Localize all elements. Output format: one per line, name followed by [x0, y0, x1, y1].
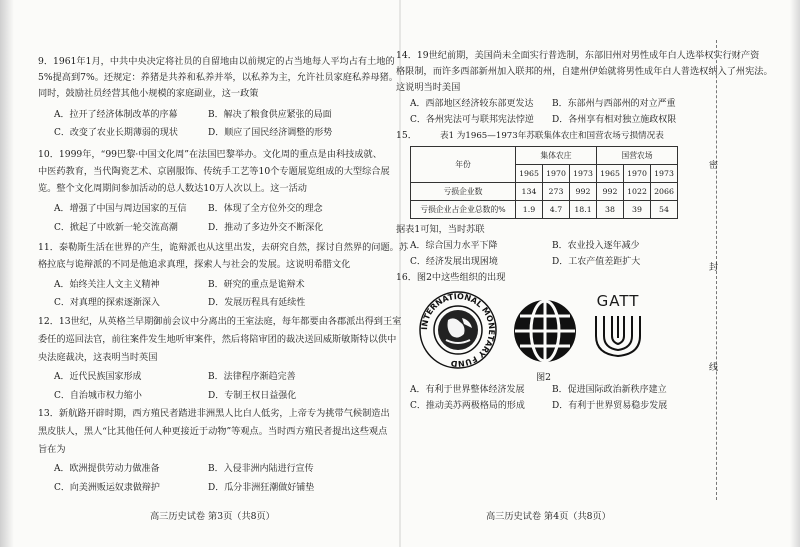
q10-option-a[interactable]: A．增强了中国与周边国家的互信	[54, 204, 187, 214]
q12-option-b[interactable]: B．法律程序渐趋完善	[208, 372, 296, 382]
q10-option-b[interactable]: B．体现了全方位外交的理念	[208, 204, 323, 214]
q10-line: 览。整个文化周期间参加活动的总人数达10万人次以上。这一活动	[38, 183, 307, 194]
q15-stem: 据表1可知，当时苏联	[396, 224, 485, 235]
q12-option-a[interactable]: A．近代民族国家形成	[54, 372, 142, 382]
q11-option-b[interactable]: B．研究的重点是诡辩术	[208, 280, 305, 290]
table-year: 1970	[624, 165, 651, 183]
world-bank-logo	[512, 298, 578, 364]
table-group-header: 集体农庄	[516, 147, 597, 165]
q13-line: 13．新航路开辟时期，西方殖民者踏进非洲黑人比白人低劣，上帝专为挑带气候制造出	[38, 408, 390, 419]
row-label: 亏损企业数	[411, 183, 516, 201]
table-cell: 992	[597, 183, 624, 201]
table-cell: 18.1	[570, 201, 597, 219]
q11-option-c[interactable]: C．对真理的探索逐渐深入	[54, 298, 160, 308]
table-year: 1965	[516, 165, 543, 183]
q9-line: 5%提高到7%。还规定：养猪是共养和私养并举，以私养为主，允许社员家庭私养母猪。	[38, 72, 398, 83]
table-cell: 2066	[651, 183, 678, 201]
page-edge-shadow	[790, 0, 800, 547]
page-footer: 高三历史试卷 第4页（共8页）	[486, 511, 611, 522]
seal-mark: 密	[707, 160, 717, 169]
table-year: 1970	[543, 165, 570, 183]
q12-line: 央法庭裁决，这表明当时英国	[38, 352, 158, 363]
q14-line: 这说明当时美国	[396, 82, 461, 93]
table-row	[411, 183, 678, 201]
q13-option-c[interactable]: C．向美洲贩运奴隶做辩护	[54, 483, 160, 493]
q16-stem: 16．图2中这些组织的出现	[396, 272, 506, 283]
q9-option-c[interactable]: C．改变了农业长期薄弱的现状	[54, 128, 178, 138]
q16-option-c[interactable]: C．推动美苏两极格局的形成	[410, 401, 525, 411]
q14-option-c[interactable]: C．各州宪法可与联邦宪法悖逆	[410, 115, 534, 125]
q12-line: 12．13世纪，从英格兰早期御前会议中分离出的王室法庭，每年都要由各郡派出得到王室	[38, 316, 402, 327]
table-cell: 38	[597, 201, 624, 219]
q10-option-d[interactable]: D．推动了多边外交不断深化	[208, 223, 324, 233]
table-cell: 992	[570, 183, 597, 201]
loss-table	[410, 146, 678, 219]
table-group-header: 国营农场	[597, 147, 678, 165]
q11-option-d[interactable]: D．发展历程具有延续性	[208, 298, 306, 308]
table-cell: 134	[516, 183, 543, 201]
page-edge-shadow	[0, 0, 14, 547]
q9-option-a[interactable]: A．拉开了经济体制改革的序幕	[54, 110, 178, 120]
q15-option-a[interactable]: A．综合国力水平下降	[410, 241, 498, 251]
q15-option-b[interactable]: B．农业投入逐年减少	[552, 241, 640, 251]
table-title: 表1 为1965—1973年苏联集体农庄和国营农场亏损情况表	[440, 131, 664, 141]
figure-caption: 图2	[536, 372, 552, 383]
q13-option-a[interactable]: A．欧洲提供劳动力做准备	[54, 464, 160, 474]
globe-icon	[512, 298, 578, 364]
q12-line: 委任的巡回法官，前往案件发生地听审案件，然后将陪审团的裁决送回威斯敏斯特以供中	[38, 334, 397, 345]
table-cell: 39	[624, 201, 651, 219]
row-label: 亏损企业占企业总数的%	[411, 201, 516, 219]
table-cell: 4.7	[543, 201, 570, 219]
q12-option-d[interactable]: D．专制王权日益强化	[208, 391, 297, 401]
q16-option-a[interactable]: A．有利于世界整体经济发展	[410, 385, 525, 395]
table-cell: 273	[543, 183, 570, 201]
q9-option-b[interactable]: B．解决了粮食供应紧张的局面	[208, 110, 332, 120]
table-cell: 54	[651, 201, 678, 219]
q10-line: 中医药教育，当代陶瓷艺术、京剧服饰、传统手工艺等10个专题展览组成的大型综合展	[38, 166, 390, 177]
seal-mark: 封	[707, 262, 717, 271]
q13-option-b[interactable]: B．入侵非洲内陆进行宣传	[208, 464, 314, 474]
gatt-label: GATT	[596, 292, 640, 310]
table-year: 1973	[651, 165, 678, 183]
q10-line: 10．1999年，“99巴黎·中国文化周”在法国巴黎举办。文化周的重点是由科技成就、	[38, 149, 382, 160]
page-footer: 高三历史试卷 第3页（共8页）	[150, 511, 275, 522]
q14-line: 格限制，而许多西部新州加入联邦的州，自建州伊始就将男性成年白人普选权纳入了州宪法。	[396, 66, 773, 77]
q16-option-b[interactable]: B．促进国际政治新秩序建立	[552, 385, 667, 395]
q10-option-c[interactable]: C．掀起了中欧新一轮交流高潮	[54, 223, 178, 233]
table-cell: 1.9	[516, 201, 543, 219]
q13-option-d[interactable]: D．瓜分非洲狂潮做好铺垫	[208, 483, 315, 493]
imf-seal-icon	[418, 290, 498, 370]
q16-option-d[interactable]: D．有利于世界贸易稳步发展	[552, 401, 668, 411]
imf-logo	[418, 290, 498, 370]
table-row	[411, 201, 678, 219]
gatt-emblem-icon	[590, 310, 646, 360]
q15-option-c[interactable]: C．经济发展出现困境	[410, 257, 498, 267]
q13-line: 旨在为	[38, 444, 66, 455]
q15-number: 15．	[396, 130, 417, 141]
imf-ring-text: INTERNATIONAL MONETARY FUND	[419, 291, 497, 369]
q9-line: 9．1961年1月，中共中央决定将社员的自留地由以前规定的占当地每人平均占有土地的	[38, 56, 395, 67]
q14-option-a[interactable]: A．西部地区经济较东部更发达	[410, 99, 534, 109]
gatt-logo	[590, 292, 650, 368]
table-year-label: 年份	[411, 147, 516, 183]
table-cell: 1022	[624, 183, 651, 201]
q14-line: 14．19世纪前期，美国尚未全面实行普选制，东部旧州对男性成年白人选举权实行财产资	[396, 50, 760, 61]
seal-mark: 线	[707, 362, 717, 371]
q11-line: 格拉底与诡辩派的不同是他追求真理，探索人与社会的发展。这说明希腊文化	[38, 259, 351, 270]
q9-line: 同时，鼓励社员经营其他小规模的家庭副业，这一政策	[38, 88, 259, 99]
table-year: 1965	[597, 165, 624, 183]
q9-option-d[interactable]: D．顺应了国民经济调整的形势	[208, 128, 333, 138]
q15-option-d[interactable]: D．工农产值差距扩大	[552, 257, 641, 267]
q14-option-d[interactable]: D．各州享有相对独立施政权限	[552, 115, 677, 125]
q11-option-a[interactable]: A．始终关注人文主义精神	[54, 280, 160, 290]
q11-line: 11．泰勒斯生活在世界的产生，诡辩派也从这里出发，去研究自然，探讨自然界的问题。苏	[38, 242, 409, 253]
q12-option-c[interactable]: C．自治城市权力缩小	[54, 391, 142, 401]
q14-option-b[interactable]: B．东部州与西部州的对立严重	[552, 99, 676, 109]
q13-line: 黑皮肤人，黑人“比其他任何人种更接近于动物”等观点。当时西方殖民者提出这些观点	[38, 426, 388, 437]
table-year: 1973	[570, 165, 597, 183]
